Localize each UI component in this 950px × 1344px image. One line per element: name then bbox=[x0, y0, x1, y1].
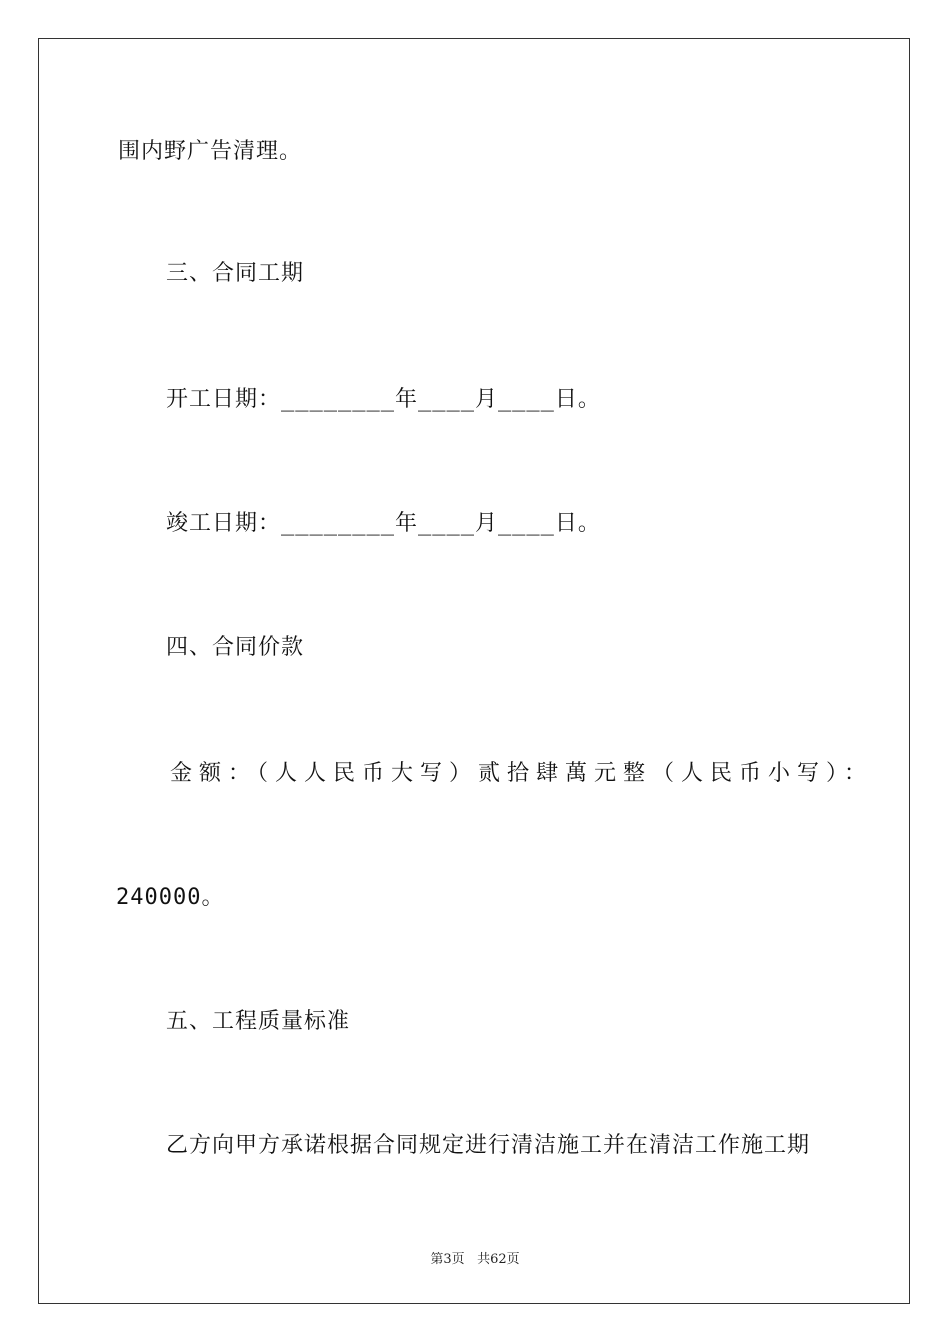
quality-paragraph-line: 乙方向甲方承诺根据合同规定进行清洁施工并在清洁工作施工期 bbox=[166, 1133, 811, 1158]
section-heading-3: 三、合同工期 bbox=[166, 261, 305, 286]
amount-number-line: 240000。 bbox=[116, 885, 225, 910]
start-date-line: 开工日期：________年____月____日。 bbox=[166, 387, 601, 412]
completion-date-line: 竣工日期：________年____月____日。 bbox=[166, 511, 601, 536]
amount-line: 金额：（人人民币大写）贰拾肆萬元整（人民币小写）： bbox=[170, 761, 874, 786]
total-pages: 共62页 bbox=[477, 1252, 520, 1267]
section-heading-5: 五、工程质量标准 bbox=[166, 1009, 351, 1034]
page-footer bbox=[0, 1248, 950, 1267]
section-heading-4: 四、合同价款 bbox=[166, 635, 305, 660]
page-border bbox=[38, 38, 910, 1304]
page-number: 第3页 bbox=[430, 1252, 465, 1267]
paragraph-continuation: 围内野广告清理。 bbox=[118, 139, 303, 164]
